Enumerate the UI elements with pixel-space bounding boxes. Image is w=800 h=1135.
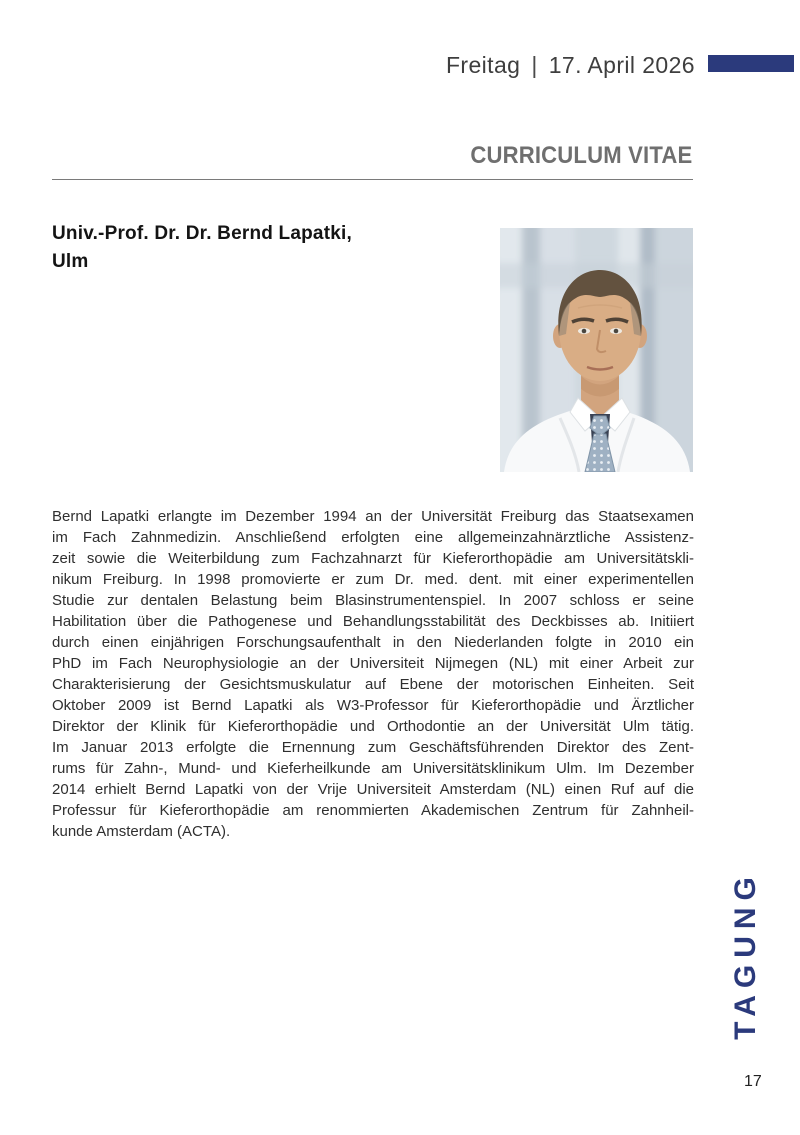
bio-line: Professur für Kieferorthopädie am renommierten Akademischen Zentrum für Zahnheil-	[52, 802, 694, 819]
bio-line: Im Januar 2013 erfolgte die Ernennung zum Geschäftsführenden Direktor des Zent-	[52, 739, 694, 756]
header-separator: |	[531, 52, 538, 78]
bio-line: Habilitation über die Pathogenese und Behandlungsstabilität des Deckbisses ab. Initiiert	[52, 613, 694, 630]
bio-paragraph	[52, 506, 694, 846]
bio-line: kunde Amsterdam (ACTA).	[52, 823, 231, 840]
header-date-text: 17. April 2026	[548, 52, 695, 78]
bio-line: durch einen einjährigen Forschungsaufenthalt in den Niederlanden folgte in 2010 ein	[52, 634, 694, 651]
profile-name-line1: Univ.-Prof. Dr. Dr. Bernd Lapatki,	[52, 223, 352, 244]
profile-name	[52, 220, 352, 276]
sidebar-vertical-label-wrap	[719, 858, 773, 1052]
sidebar-tagung-label: TAGUNG	[729, 870, 762, 1040]
divider-line	[52, 179, 693, 180]
bio-line: Bernd Lapatki erlangte im Dezember 1994 an der Universität Freiburg das Staatsexamen	[52, 508, 694, 525]
bio-line: PhD im Fach Neurophysiologie an der Universiteit Nijmegen (NL) mit einer Arbeit zur	[52, 655, 694, 672]
section-title: CURRICULUM VITAE	[469, 142, 692, 169]
bio-line: Charakterisierung der Gesichtsmuskulatur auf Ebene der motorischen Einheiten. Seit	[52, 676, 694, 693]
header-day: Freitag	[445, 52, 521, 78]
bio-line: Oktober 2009 ist Bernd Lapatki als W3-Professor für Kieferorthopädie und Ärztlicher	[52, 697, 694, 714]
profile-name-line2: Ulm	[52, 251, 89, 272]
portrait-photo	[500, 228, 693, 472]
bio-line: Direktor der Klinik für Kieferorthopädie und Orthodontie an der Universität Ulm tätig.	[52, 718, 694, 735]
header-date	[446, 52, 695, 79]
bio-line: zeit sowie die Weiterbildung zum Fachzahnarzt für Kieferorthopädie am Universitätskli-	[52, 550, 694, 567]
bio-line: Studie zur dentalen Belastung beim Blasinstrumentenspiel. In 2007 schloss er seine	[52, 592, 694, 609]
bio-line: im Fach Zahnmedizin. Anschließend erfolgten eine allgemeinzahnärztliche Assistenz-	[52, 529, 694, 546]
bio-line: nikum Freiburg. In 1998 promovierte er zum Dr. med. dent. mit einer experimentellen	[52, 571, 694, 588]
page-number: 17	[744, 1073, 762, 1090]
header-accent-bar	[708, 55, 794, 72]
bio-line: 2014 erhielt Bernd Lapatki von der Vrije Universiteit Amsterdam (NL) einen Ruf auf die	[52, 781, 694, 798]
bio-line: rums für Zahn-, Mund- und Kieferheilkunde am Universitätsklinikum Ulm. Im Dezember	[52, 760, 694, 777]
